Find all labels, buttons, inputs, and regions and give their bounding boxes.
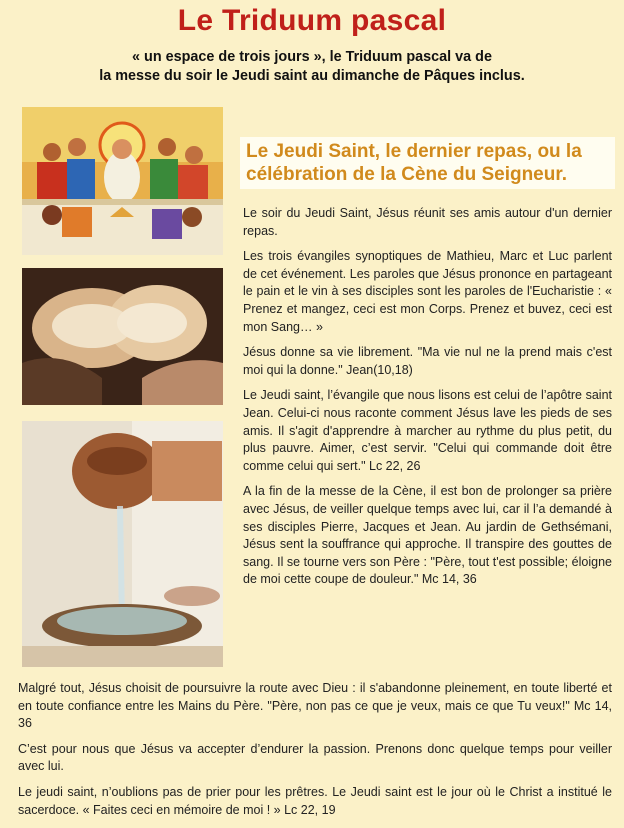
paragraph: C’est pour nous que Jésus va accepter d’endurer la passion. Prenons donc quelque temps pour veiller avec lui. — [18, 741, 612, 774]
last-supper-painting — [22, 107, 223, 255]
paragraph: Le jeudi saint, n’oublions pas de prier pour les prêtres. Le Jeudi saint est le jour où le Christ a institué le sacerdoce. « Faites ceci en mémoire de moi ! » Lc 22, 19 — [18, 784, 612, 817]
washing-feet-photo — [22, 421, 223, 667]
subtitle-line-1: « un espace de trois jours », le Triduum pascal va de — [132, 49, 492, 65]
main-column-text — [243, 205, 612, 597]
page-subtitle — [0, 48, 624, 86]
page-title: Le Triduum pascal — [177, 4, 447, 37]
paragraph: Les trois évangiles synoptiques de Mathieu, Marc et Luc parlent de cet événement. Les paroles que Jésus prononce en partageant le pain et le vin à ses disciples sont les paroles de l'Eucharistie : « Prenez et mangez, ceci est mon Corps. Prenez et buvez, ceci est mon Sang… » — [243, 249, 612, 334]
subtitle-line-2: la messe du soir le Jeudi saint au dimanche de Pâques inclus. — [99, 68, 525, 84]
paragraph: Le soir du Jeudi Saint, Jésus réunit ses amis autour d'un dernier repas. — [243, 206, 612, 238]
breaking-bread-photo — [22, 268, 223, 405]
full-width-text — [18, 680, 612, 827]
paragraph: Le Jeudi saint, l’évangile que nous lisons est celui de l’apôtre saint Jean. Celui-ci nous raconte comment Jésus lave les pieds de ses amis. Il s'agit d'apprendre à marcher au rythme du plus petit, du plus pauvre. Aimer, c’est servir. "Celui qui commande doit être comme celui qui sert." Lc 22, 26 — [243, 388, 612, 473]
paragraph: Jésus donne sa vie librement. "Ma vie nul ne la prend mais c'est moi qui la donne." Jean(10,18) — [243, 345, 612, 377]
paragraph: Malgré tout, Jésus choisit de poursuivre la route avec Dieu : il s'abandonne pleinement, en toute liberté et en toute confiance entre les Mains du Père. "Père, non pas ce que je veux, mais ce que Tu veux!" Mc 14, 36 — [18, 681, 612, 731]
section-title: Le Jeudi Saint, le dernier repas, ou la célébration de la Cène du Seigneur. — [240, 137, 615, 189]
paragraph: A la fin de la messe de la Cène, il est bon de prolonger sa prière avec Jésus, de veiller quelque temps avec lui, car il l’a demandé à ses disciples Pierre, Jacques et Jean. Au jardin de Gethsémani, Jésus sent la souffrance qui approche. Il transpire des gouttes de sang. Il se tourne vers son Père : "Père, tout t'est possible; éloigne de moi cette coupe de douleur." Mc 14, 36 — [243, 484, 612, 587]
